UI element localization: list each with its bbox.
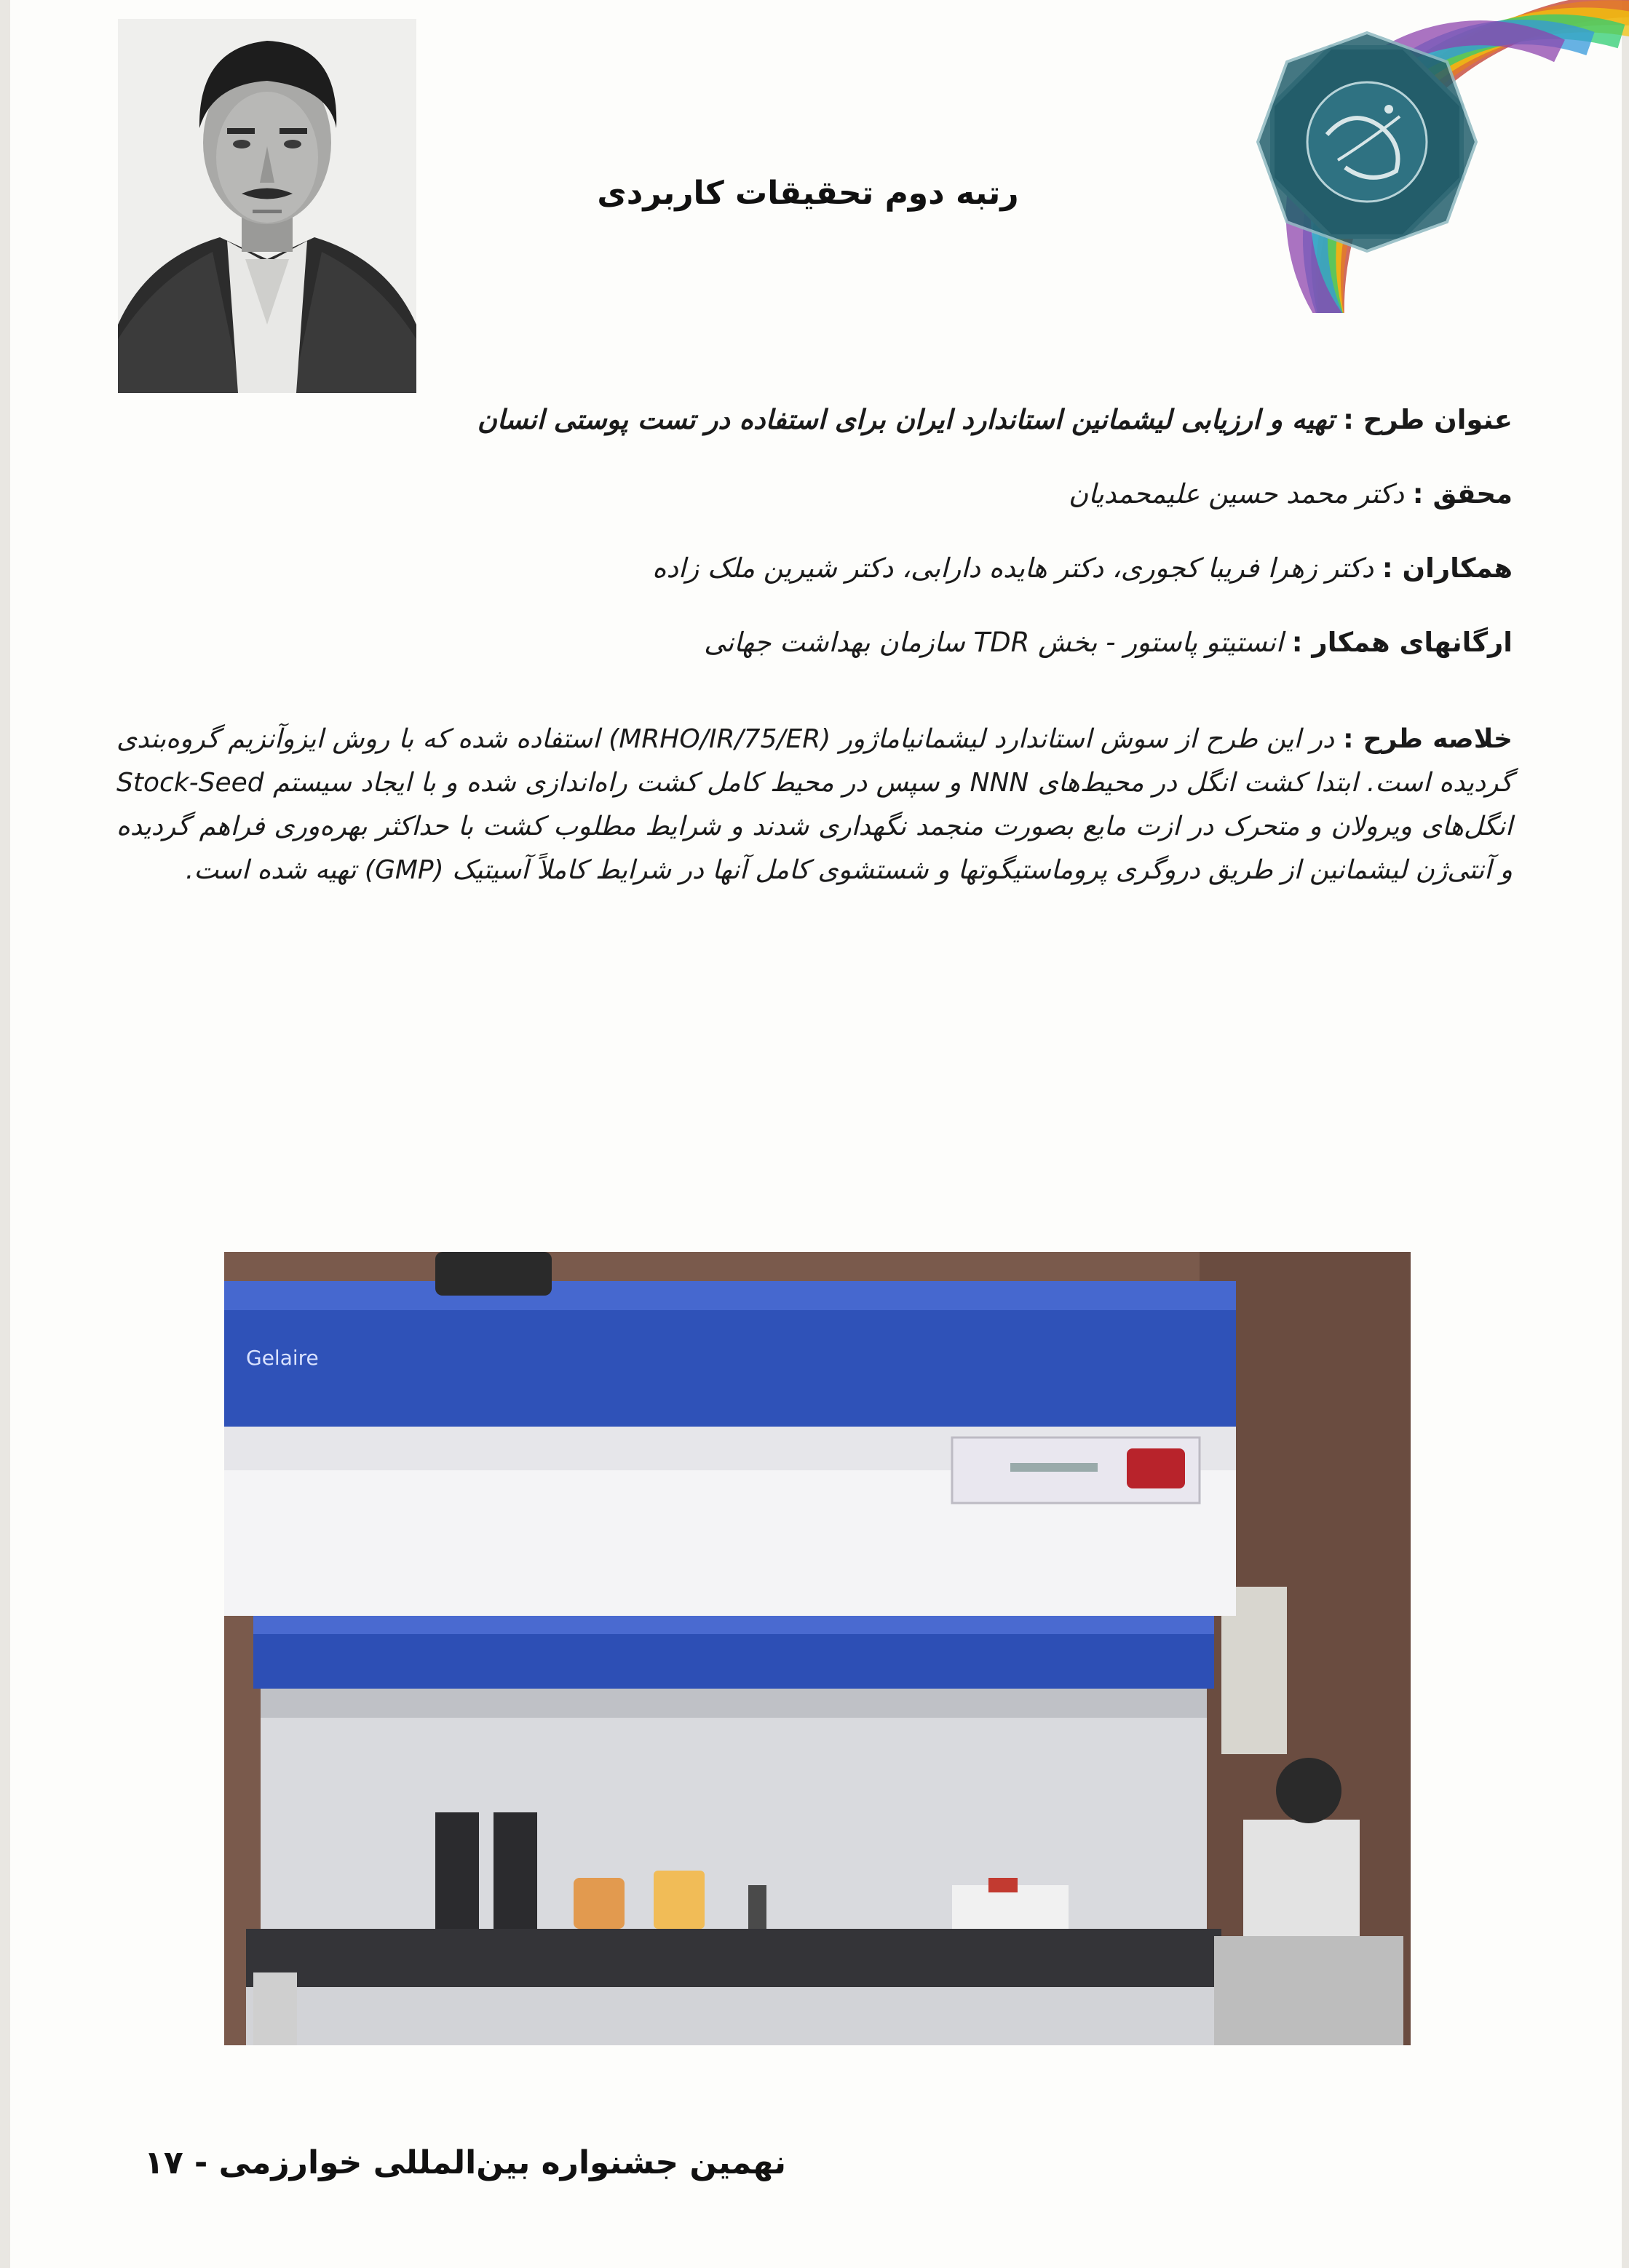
lab-photo <box>224 1252 1411 2045</box>
researcher-portrait <box>118 19 416 393</box>
project-title-value: تهیه و ارزیابی لیشمانین استاندارد ایران برای استفاده در تست پوستی انسان <box>477 404 1335 435</box>
festival-emblem <box>1237 0 1629 313</box>
organizations-label: ارگانهای همکار : <box>1291 627 1513 658</box>
collaborators-label: همکاران : <box>1382 552 1513 584</box>
researcher-row <box>116 475 1513 513</box>
collaborators-row <box>116 549 1513 587</box>
project-summary <box>116 718 1513 892</box>
organizations-row <box>116 623 1513 662</box>
summary-label: خلاصه طرح : <box>1343 724 1513 754</box>
page-title: رتبه دوم تحقیقات کاربردی <box>597 175 1019 212</box>
project-title-row <box>116 400 1513 439</box>
page-edge-left <box>0 0 10 2268</box>
researcher-label: محقق : <box>1412 478 1513 509</box>
organizations-value: انستیتو پاستور - بخش TDR سازمان بهداشت جهانی <box>704 627 1283 658</box>
collaborators-value: دکتر زهرا فریبا کجوری، دکتر هایده دارابی، دکتر شیرین ملک زاده <box>652 552 1374 584</box>
researcher-value: دکتر محمد حسین علیمحمدیان <box>1068 478 1404 509</box>
page-footer: نهمین جشنواره بین‌المللی خوارزمی - ۱۷ <box>143 2144 786 2181</box>
project-meta <box>116 400 1513 697</box>
summary-text: در این طرح از سوش استاندارد لیشمانیاماژور (MRHO/IR/75/ER) استفاده شده که با روش ایزوآنزیم گروه‌بندی گردیده است. ابتدا کشت انگل در محیط‌های NNN و سپس در محیط کامل کشت راه‌اندازی شده و با ایجاد سیستم Stock-Seed انگل‌های ویرولان و متحرک در ازت مایع بصورت منجمد نگهداری شدند و شرایط مطلوب کشت با حداکثر بهره‌وری فراهم گردیده و آنتی‌ژن لیشمانین از طریق دروگری پروماستیگوتها و شستشوی کامل آنها در شرایط کاملاً آسیتیک (GMP) تهیه شده است. <box>116 724 1513 885</box>
project-title-label: عنوان طرح : <box>1343 404 1513 435</box>
cabinet-brand-label: Gelaire <box>246 1346 319 1370</box>
page-edge-right <box>1622 0 1629 2268</box>
